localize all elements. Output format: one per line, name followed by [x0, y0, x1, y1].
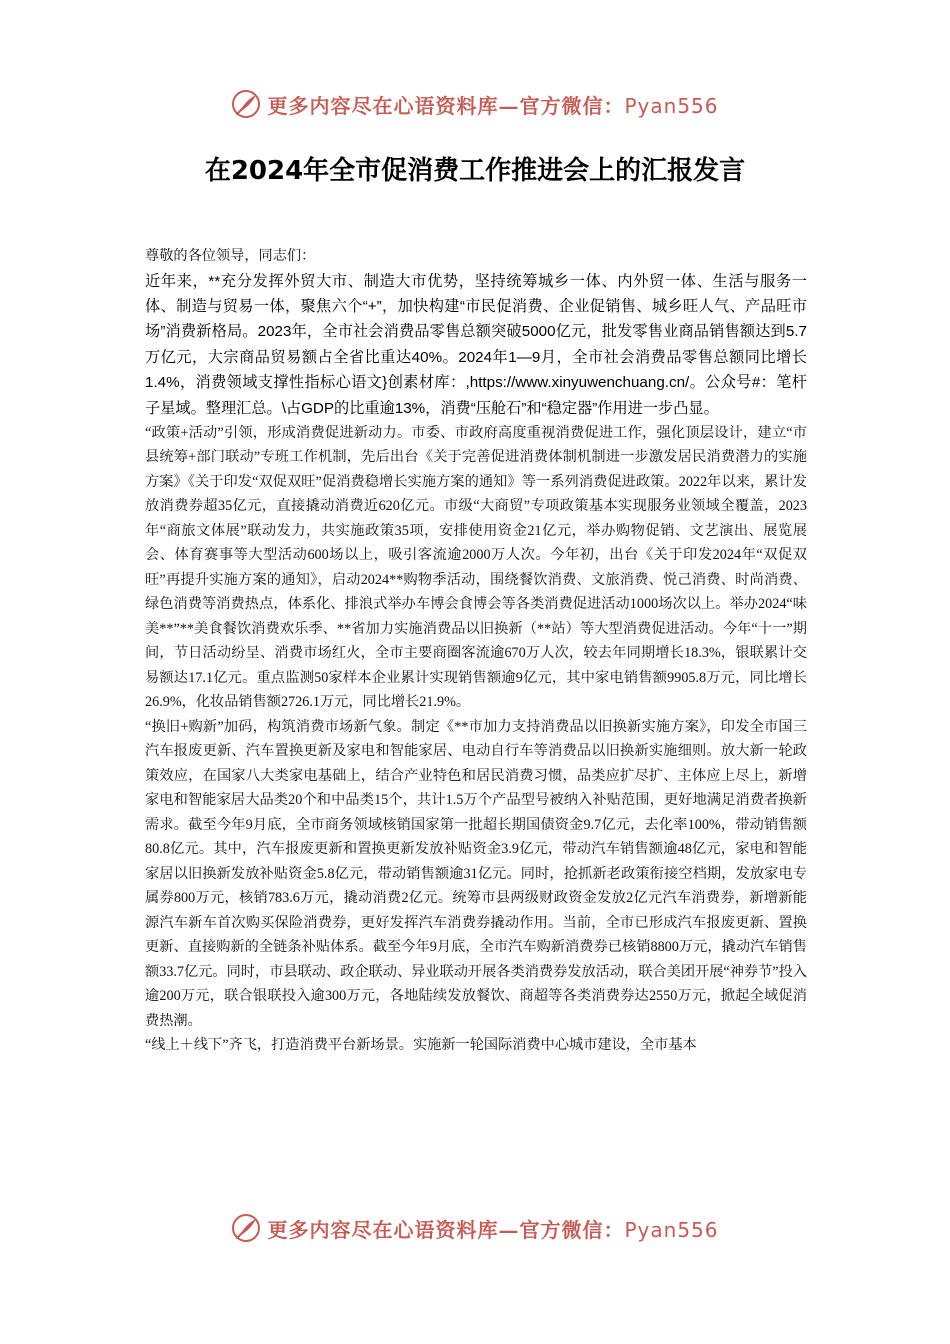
- header-banner: [0, 84, 950, 124]
- paragraph-online-offline: “线上＋线下”齐飞，打造消费平台新场景。实施新一轮国际消费中心城市建设，全市基本: [145, 1037, 697, 1054]
- feather-pen-logo-icon: [231, 89, 261, 119]
- greeting: 尊敬的各位领导，同志们：: [145, 248, 316, 264]
- document-title: 在2024年全市促消费工作推进会上的汇报发言: [204, 156, 746, 186]
- banner-text: 更多内容尽在心语资料库—官方微信：Pyan556: [267, 1217, 719, 1242]
- feather-pen-logo-icon: [231, 1213, 261, 1243]
- wechat-id: Pyan556: [624, 93, 719, 118]
- paragraph-intro: 近年来，**充分发挥外贸大市、制造大市优势，坚持统筹城乡一体、内外贸一体、生活与服务一体、制造与贸易一体，聚焦六个“+”，加快构建“市民促消费、企业促销售、城乡旺人气、产品旺市场”消费新格局。2023年，全市社会消费品零售总额突破5000亿元，批发零售业商品销售额达到5.7万亿元，大宗商品贸易额占全省比重达40%。2024年1—9月，全市社会消费品零售总额同比增长1.4%，消费领域支撑性指标心语文}创素材库：,https://www.xinyuwenchuang.cn/。公众号#：笔杆子星域。整理汇总。\占GDP的比重逾13%，消费“压舱石”和“稳定器”作用进一步凸显。: [145, 272, 807, 417]
- wechat-id: Pyan556: [624, 1217, 719, 1242]
- paragraph-trade-in: “换旧+购新”加码，构筑消费市场新气象。制定《**市加力支持消费品以旧换新实施方案》，印发全市国三汽车报废更新、汽车置换更新及家电和智能家居、电动自行车等消费品以旧换新实施细则。放大新一轮政策效应，在国家八大类家电基础上，结合产业特色和居民消费习惯，品类应扩尽扩、主体应上尽上，新增家电和智能家居大品类20个和中品类15个，共计1.5万个产品型号被纳入补贴范围，更好地满足消费者换新需求。截至今年9月底，全市商务领域核销国家第一批超长期国债资金9.7亿元，去化率100%，带动销售额80.8亿元。其中，汽车报废更新和置换更新发放补贴资金3.9亿元，带动汽车销售额逾48亿元，家电和智能家居以旧换新发放补贴资金5.8亿元，带动销售额逾31亿元。同时，抢抓新老政策衔接空档期，发放家电专属券800万元，核销783.6万元，撬动消费2亿元。统筹市县两级财政资金发放2亿元汽车消费券，新增新能源汽车新车首次购买保险消费券，更好发挥汽车消费券撬动作用。当前，全市已形成汽车报废更新、置换更新、直接购新的全链条补贴体系。截至今年9月底，全市汽车购新消费券已核销8800万元，撬动汽车销售额33.7亿元。同时，市县联动、政企联动、异业联动开展各类消费券发放活动，联合美团开展“神券节”投入逾200万元，联合银联投入逾300万元，各地陆续发放餐饮、商超等各类消费券达2550万元，掀起全域促消费热潮。: [145, 718, 807, 1029]
- footer-banner: [0, 1208, 950, 1248]
- paragraph-policy-activity: “政策+活动”引领，形成消费促进新动力。市委、市政府高度重视消费促进工作，强化顶层设计，建立“市县统筹+部门联动”专班工作机制，先后出台《关于完善促进消费体制机制进一步激发居民消费潜力的实施方案》《关于印发“双促双旺”促消费稳增长实施方案的通知》等一系列消费促进政策。2022年以来，累计发放消费券超35亿元，直接撬动消费近620亿元。市级“大商贸”专项政策基本实现服务业领域全覆盖，2023年“商旅文体展”联动发力，共实施政策35项，安排使用资金21亿元，举办购物促销、文艺演出、展览展会、体育赛事等大型活动600场以上，吸引客流逾2000万人次。今年初，出台《关于印发2024年“双促双旺”再提升实施方案的通知》，启动2024**购物季活动，围绕餐饮消费、文旅消费、悦己消费、时尚消费、绿色消费等消费热点，体系化、排浪式举办车博会食博会等各类消费促进活动1000场次以上。举办2024“味美**”**美食餐饮消费欢乐季、**省加力实施消费品以旧换新（**站）等大型消费促进活动。今年“十一”期间，节日活动纷呈、消费市场红火，全市主要商圈客流逾670万人次，较去年同期增长18.3%，银联累计交易额达17.1亿元。重点监测50家样本企业累计实现销售额逾9亿元，其中家电销售额9905.8万元，同比增长26.9%，化妆品销售额2726.1万元，同比增长21.9%。: [145, 424, 807, 711]
- document-body: [145, 244, 807, 1058]
- banner-text: 更多内容尽在心语资料库—官方微信：Pyan556: [267, 93, 719, 118]
